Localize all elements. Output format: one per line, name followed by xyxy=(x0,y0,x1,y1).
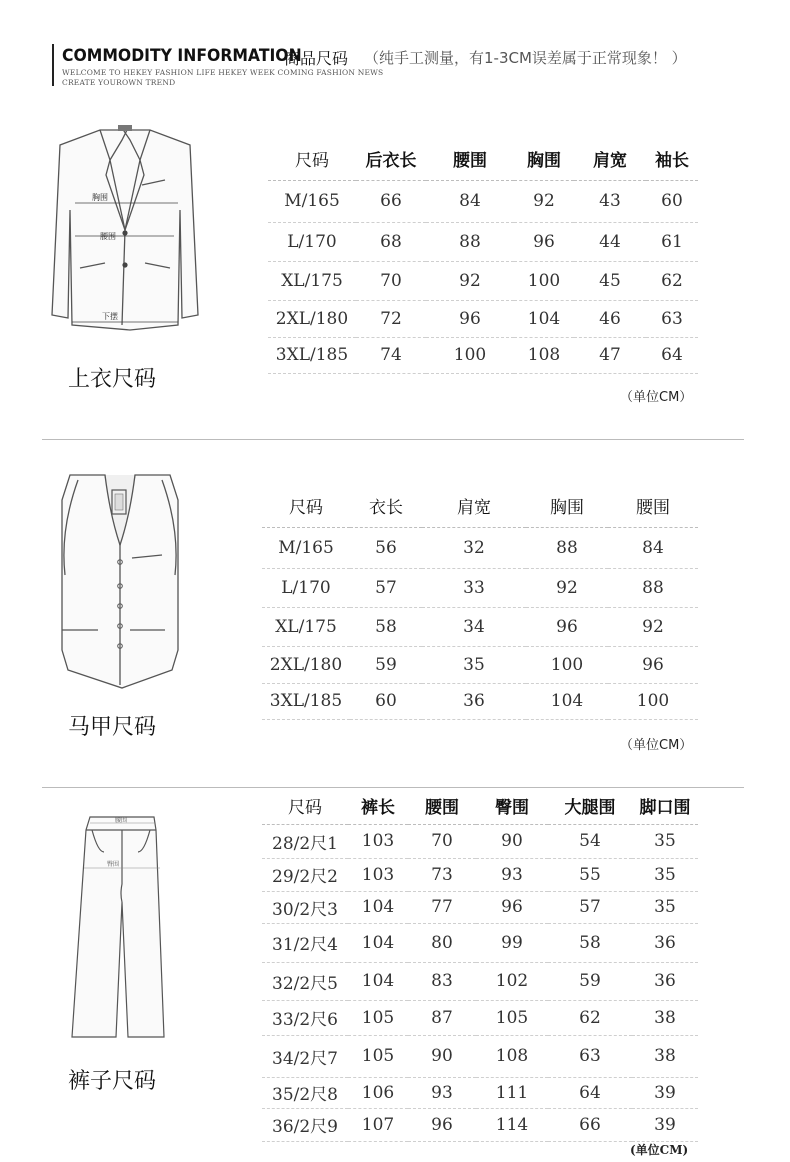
table-cell: 100 xyxy=(608,683,698,719)
table-cell: 84 xyxy=(608,527,698,568)
table-row xyxy=(262,568,698,607)
table-cell: 90 xyxy=(408,1035,476,1077)
table-cell: 46 xyxy=(574,300,646,337)
table-cell: 57 xyxy=(350,568,422,607)
table-cell: 57 xyxy=(548,891,632,923)
table-cell: 3XL/185 xyxy=(268,337,356,373)
table-cell: 39 xyxy=(632,1108,698,1141)
table-cell: 59 xyxy=(350,646,422,683)
table-cell: 92 xyxy=(514,180,574,222)
table-cell: 38 xyxy=(632,1035,698,1077)
table-cell: 35/2尺8 xyxy=(262,1077,348,1108)
header-accent-bar xyxy=(52,44,54,86)
table-cell: 30/2尺3 xyxy=(262,891,348,923)
header-subtitle-line1: WELCOME TO HEKEY FASHION LIFE HEKEY WEEK COMING FASHION NEWS xyxy=(62,68,384,77)
table-cell: L/170 xyxy=(262,568,350,607)
table-cell: 63 xyxy=(646,300,698,337)
table-cell: 34 xyxy=(422,607,526,646)
table-cell: 88 xyxy=(426,222,514,261)
table-cell: 33 xyxy=(422,568,526,607)
table-cell: 64 xyxy=(646,337,698,373)
jacket-col-back-length: 后衣长 xyxy=(365,151,417,172)
table-cell: 88 xyxy=(526,527,608,568)
table-cell: 100 xyxy=(526,646,608,683)
table-cell: 38 xyxy=(632,1000,698,1035)
table-cell: L/170 xyxy=(268,222,356,261)
table-cell: 56 xyxy=(350,527,422,568)
table-cell: 105 xyxy=(348,1000,408,1035)
table-cell: 60 xyxy=(646,180,698,222)
table-cell: 35 xyxy=(422,646,526,683)
pants-col-length: 裤长 xyxy=(361,798,395,819)
table-cell: 92 xyxy=(426,261,514,300)
jacket-col-size: 尺码 xyxy=(295,151,329,172)
table-cell: 64 xyxy=(548,1077,632,1108)
table-row xyxy=(262,1000,698,1035)
pants-illustration xyxy=(62,812,172,1042)
table-cell: 62 xyxy=(548,1000,632,1035)
table-cell: 87 xyxy=(408,1000,476,1035)
table-cell: 99 xyxy=(476,923,548,962)
table-cell: 32/2尺5 xyxy=(262,962,348,1000)
jacket-col-chest: 胸围 xyxy=(527,151,561,172)
table-row xyxy=(262,607,698,646)
pants-waist-label: 腰围 xyxy=(115,817,128,824)
table-cell: 29/2尺2 xyxy=(262,858,348,891)
table-cell: 96 xyxy=(608,646,698,683)
table-row xyxy=(268,300,698,337)
header-note: （纯手工测量，有1-3CM误差属于正常现象！ ） xyxy=(364,49,687,67)
table-cell: XL/175 xyxy=(268,261,356,300)
table-row xyxy=(262,824,698,858)
table-cell: 80 xyxy=(408,923,476,962)
table-row xyxy=(262,891,698,923)
table-cell: 36 xyxy=(632,923,698,962)
vest-illustration xyxy=(50,470,190,695)
table-cell: 93 xyxy=(476,858,548,891)
pants-col-hip: 臀围 xyxy=(495,798,529,819)
pants-col-size: 尺码 xyxy=(288,798,322,819)
pants-col-waist: 腰围 xyxy=(425,798,459,819)
table-cell: 45 xyxy=(574,261,646,300)
table-cell: 36 xyxy=(422,683,526,719)
table-cell: 77 xyxy=(408,891,476,923)
table-row xyxy=(262,962,698,1000)
table-cell: 100 xyxy=(426,337,514,373)
table-cell: 43 xyxy=(574,180,646,222)
table-cell: 96 xyxy=(408,1108,476,1141)
table-cell: 96 xyxy=(514,222,574,261)
jacket-waist-label: 腰围 xyxy=(100,232,116,241)
table-cell: 90 xyxy=(476,824,548,858)
table-cell: 54 xyxy=(548,824,632,858)
table-cell: 59 xyxy=(548,962,632,1000)
pants-col-leg-opening: 脚口围 xyxy=(639,798,691,819)
table-cell: 58 xyxy=(548,923,632,962)
table-cell: 104 xyxy=(348,923,408,962)
jacket-hem-label: 下摆 xyxy=(102,312,118,321)
table-row xyxy=(262,1035,698,1077)
table-cell: 34/2尺7 xyxy=(262,1035,348,1077)
table-cell: 55 xyxy=(548,858,632,891)
vest-unit-note: （单位CM） xyxy=(620,738,693,753)
table-cell: 66 xyxy=(548,1108,632,1141)
table-cell: 36 xyxy=(632,962,698,1000)
table-cell: 28/2尺1 xyxy=(262,824,348,858)
table-cell: 70 xyxy=(408,824,476,858)
page-header xyxy=(52,42,772,90)
table-cell: 73 xyxy=(408,858,476,891)
table-cell: 108 xyxy=(476,1035,548,1077)
table-cell: 35 xyxy=(632,824,698,858)
table-row xyxy=(268,337,698,373)
table-cell: 83 xyxy=(408,962,476,1000)
header-subtitle-line2: CREATE YOUROWN TREND xyxy=(62,78,176,87)
table-cell: 60 xyxy=(350,683,422,719)
table-cell: 96 xyxy=(526,607,608,646)
table-cell: 39 xyxy=(632,1077,698,1108)
vest-col-length: 衣长 xyxy=(369,498,403,519)
table-cell: 35 xyxy=(632,858,698,891)
vest-section-label: 马甲尺码 xyxy=(68,715,157,740)
jacket-col-waist: 腰围 xyxy=(453,151,487,172)
table-cell: XL/175 xyxy=(262,607,350,646)
header-title-cn: 商品尺码 xyxy=(284,49,349,68)
table-cell: 36/2尺9 xyxy=(262,1108,348,1141)
table-cell: 96 xyxy=(476,891,548,923)
table-cell: 88 xyxy=(608,568,698,607)
vest-col-size: 尺码 xyxy=(289,498,323,519)
table-cell: 68 xyxy=(356,222,426,261)
table-cell: 84 xyxy=(426,180,514,222)
table-cell: 102 xyxy=(476,962,548,1000)
header-title-en: COMMODITY INFORMATION xyxy=(62,46,302,66)
table-cell: 106 xyxy=(348,1077,408,1108)
table-cell: 62 xyxy=(646,261,698,300)
table-cell: 66 xyxy=(356,180,426,222)
jacket-col-shoulder: 肩宽 xyxy=(593,151,627,172)
table-row xyxy=(262,923,698,962)
table-row xyxy=(262,1108,698,1141)
jacket-illustration xyxy=(50,120,200,335)
table-cell: 3XL/185 xyxy=(262,683,350,719)
table-cell: 33/2尺6 xyxy=(262,1000,348,1035)
table-cell: 105 xyxy=(348,1035,408,1077)
table-row xyxy=(268,222,698,261)
table-row xyxy=(268,261,698,300)
vest-col-shoulder: 肩宽 xyxy=(457,498,491,519)
table-row xyxy=(262,683,698,719)
table-cell: 100 xyxy=(514,261,574,300)
vest-size-table xyxy=(262,485,698,720)
jacket-col-sleeve: 袖长 xyxy=(655,151,689,172)
jacket-section-label: 上衣尺码 xyxy=(68,367,157,392)
table-cell: 72 xyxy=(356,300,426,337)
table-row xyxy=(262,527,698,568)
table-cell: 104 xyxy=(526,683,608,719)
table-cell: M/165 xyxy=(268,180,356,222)
table-cell: 104 xyxy=(348,962,408,1000)
table-cell: 103 xyxy=(348,858,408,891)
table-cell: 31/2尺4 xyxy=(262,923,348,962)
pants-col-thigh: 大腿围 xyxy=(564,798,616,819)
pants-unit-note: (单位CM) xyxy=(630,1143,689,1157)
table-cell: 32 xyxy=(422,527,526,568)
table-cell: 114 xyxy=(476,1108,548,1141)
table-cell: 107 xyxy=(348,1108,408,1141)
table-row xyxy=(262,1077,698,1108)
pants-section-label: 裤子尺码 xyxy=(68,1069,157,1094)
table-cell: 47 xyxy=(574,337,646,373)
table-cell: 2XL/180 xyxy=(262,646,350,683)
table-cell: 104 xyxy=(514,300,574,337)
table-cell: 58 xyxy=(350,607,422,646)
vest-col-waist: 腰围 xyxy=(636,498,670,519)
pants-size-table xyxy=(262,788,698,1142)
table-row xyxy=(262,858,698,891)
table-cell: 2XL/180 xyxy=(268,300,356,337)
table-cell: 35 xyxy=(632,891,698,923)
pants-hip-label: 臀围 xyxy=(107,861,120,868)
table-cell: 104 xyxy=(348,891,408,923)
table-cell: 63 xyxy=(548,1035,632,1077)
table-cell: 105 xyxy=(476,1000,548,1035)
table-cell: 103 xyxy=(348,824,408,858)
table-cell: 61 xyxy=(646,222,698,261)
table-cell: 92 xyxy=(608,607,698,646)
vest-col-chest: 胸围 xyxy=(550,498,584,519)
table-cell: 74 xyxy=(356,337,426,373)
table-cell: 93 xyxy=(408,1077,476,1108)
jacket-size-table xyxy=(268,138,698,374)
section-divider xyxy=(42,439,744,440)
table-row xyxy=(262,646,698,683)
table-cell: 70 xyxy=(356,261,426,300)
table-cell: 92 xyxy=(526,568,608,607)
table-cell: M/165 xyxy=(262,527,350,568)
table-row xyxy=(268,180,698,222)
table-cell: 96 xyxy=(426,300,514,337)
table-cell: 44 xyxy=(574,222,646,261)
jacket-unit-note: （单位CM） xyxy=(620,390,693,405)
table-cell: 108 xyxy=(514,337,574,373)
jacket-chest-label: 胸围 xyxy=(92,193,108,202)
table-cell: 111 xyxy=(476,1077,548,1108)
